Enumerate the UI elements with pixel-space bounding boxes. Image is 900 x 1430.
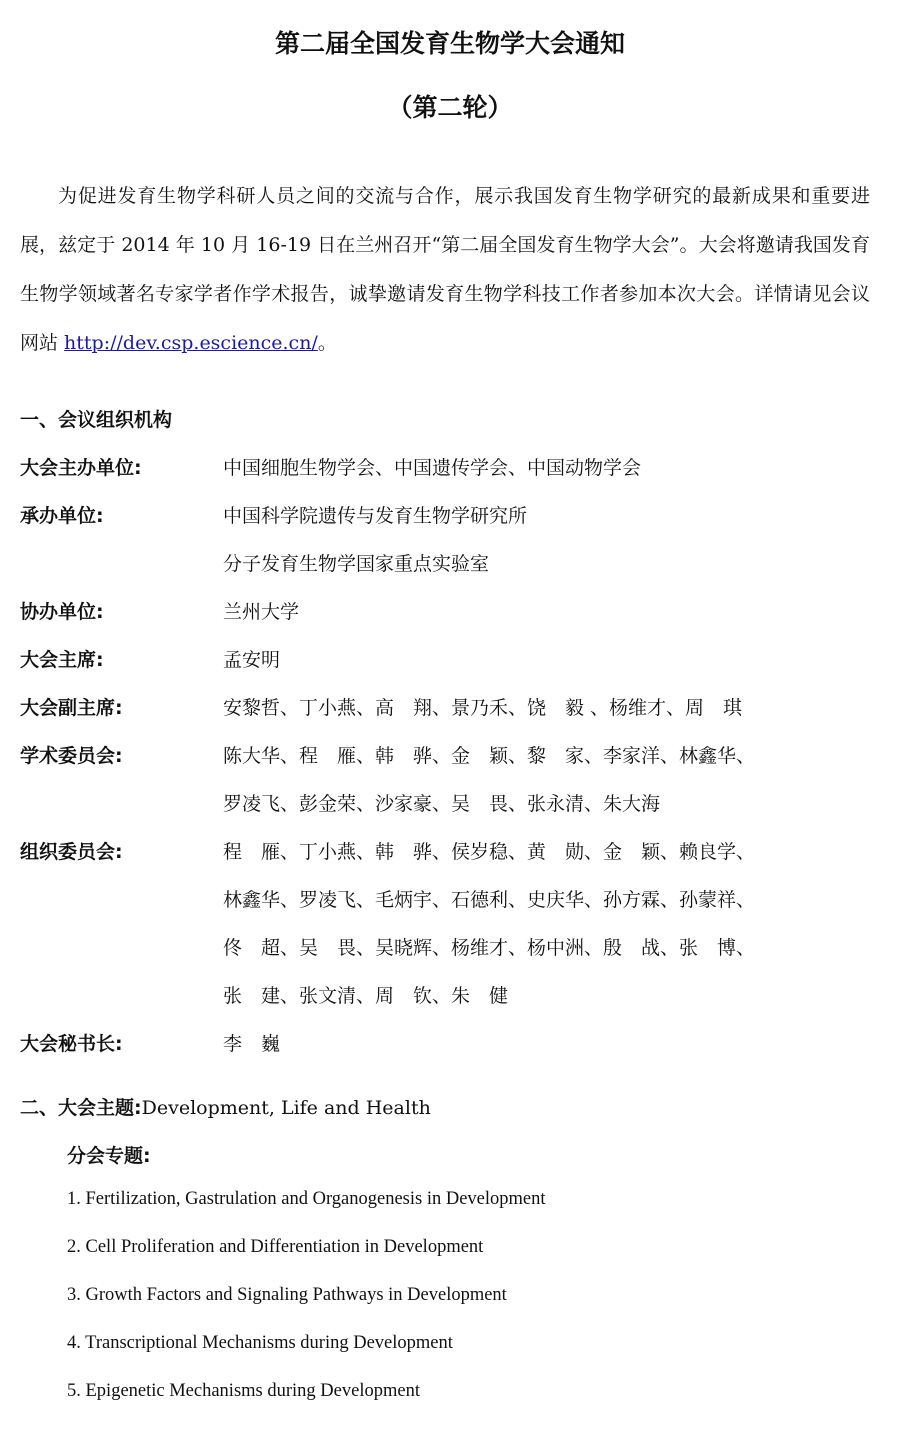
org-label: 学术委员会: bbox=[20, 745, 123, 767]
org-value: 程 雁、丁小燕、韩 骅、侯岁稳、黄 勋、金 颖、赖良学、 bbox=[223, 841, 756, 863]
session-topic: 4. Transcriptional Mechanisms during Development bbox=[67, 1333, 453, 1353]
session-topic: 3. Growth Factors and Signaling Pathways in Development bbox=[67, 1285, 507, 1305]
org-label: 大会主席: bbox=[20, 649, 104, 671]
org-value: 佟 超、吴 畏、吴晓辉、杨维才、杨中洲、殷 战、张 博、 bbox=[223, 937, 756, 959]
org-label: 承办单位: bbox=[20, 505, 104, 527]
org-value: 中国细胞生物学会、中国遗传学会、中国动物学会 bbox=[223, 457, 642, 479]
org-value: 林鑫华、罗凌飞、毛炳宇、石德利、史庆华、孙方霖、孙蒙祥、 bbox=[223, 889, 756, 911]
intro-text: 为促进发育生物学科研人员之间的交流与合作，展示我国发育生物学研究的最新成果和重要进展，兹定于 2014 年 10 月 16-19 日在兰州召开“第二届全国发育生物学大会”。大会将邀请我国发育生物学领域著名专家学者作学术报告，诚挚邀请发育生物学科技工作者参加本次大会。详情请见会议网站 bbox=[20, 185, 870, 354]
session-topic: 1. Fertilization, Gastrulation and Organogenesis in Development bbox=[67, 1189, 546, 1209]
org-value: 安黎哲、丁小燕、高 翔、景乃禾、饶 毅 、杨维才、周 琪 bbox=[223, 697, 743, 719]
org-value: 李 巍 bbox=[223, 1033, 281, 1055]
section-2-heading: 二、大会主题: bbox=[20, 1097, 142, 1119]
org-value: 孟安明 bbox=[223, 649, 281, 671]
session-topics-heading: 分会专题: bbox=[67, 1145, 151, 1167]
org-value: 分子发育生物学国家重点实验室 bbox=[223, 553, 490, 575]
org-label: 大会副主席: bbox=[20, 697, 123, 719]
intro-text-end: 。 bbox=[317, 332, 337, 354]
theme-text: Development, Life and Health bbox=[141, 1097, 431, 1119]
org-value: 张 建、张文清、周 钦、朱 健 bbox=[223, 985, 509, 1007]
org-value: 陈大华、程 雁、韩 骅、金 颖、黎 家、李家洋、林鑫华、 bbox=[223, 745, 756, 767]
org-label: 大会主办单位: bbox=[20, 457, 142, 479]
section-1-heading: 一、会议组织机构 bbox=[20, 409, 173, 431]
session-topic: 2. Cell Proliferation and Differentiation in Development bbox=[67, 1237, 484, 1257]
org-label: 协办单位: bbox=[20, 601, 104, 623]
intro-paragraph bbox=[20, 172, 870, 368]
document-title: 第二届全国发育生物学大会通知 bbox=[274, 29, 625, 58]
org-label: 大会秘书长: bbox=[20, 1033, 123, 1055]
org-value: 中国科学院遗传与发育生物学研究所 bbox=[223, 505, 528, 527]
document-subtitle: （第二轮） bbox=[387, 93, 513, 122]
org-value: 罗凌飞、彭金荣、沙家豪、吴 畏、张永清、朱大海 bbox=[223, 793, 661, 815]
org-value: 兰州大学 bbox=[223, 601, 300, 623]
session-topic: 5. Epigenetic Mechanisms during Development bbox=[67, 1381, 420, 1401]
conference-theme bbox=[20, 1093, 431, 1120]
conference-website-link[interactable]: http://dev.csp.escience.cn/ bbox=[64, 332, 318, 354]
org-label: 组织委员会: bbox=[20, 841, 123, 863]
